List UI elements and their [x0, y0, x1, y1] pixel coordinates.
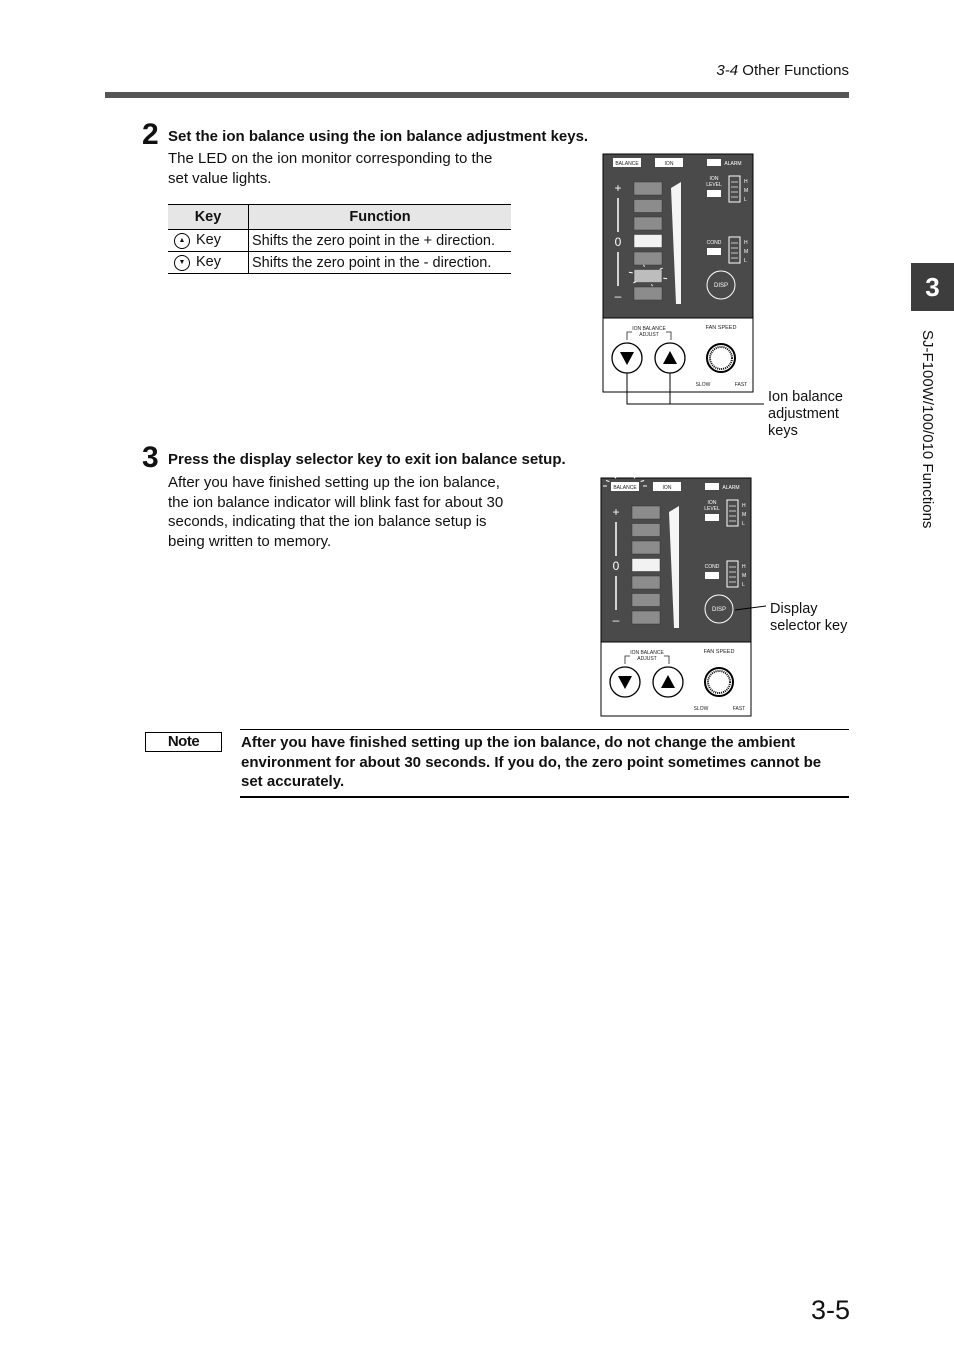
ion-monitor-led [634, 182, 662, 195]
ion-monitor-led [632, 506, 660, 519]
chapter-side-title: SJ-F100W/100/010 Functions [919, 330, 936, 529]
balance-label: BALANCE [613, 485, 637, 491]
blink-ray [663, 278, 667, 279]
zero-sign: 0 [614, 235, 622, 249]
alarm-label: ALARM [722, 485, 740, 491]
slow-label: SLOW [693, 706, 709, 712]
hml-label: L [744, 197, 747, 203]
alarm-label: ALARM [724, 161, 742, 167]
ion-balance-adjust-label: ION BALANCE [630, 650, 664, 656]
zero-sign: 0 [612, 559, 620, 573]
chapter-tab: 3 [911, 263, 954, 311]
cond-led [707, 248, 721, 255]
ion-monitor-led [632, 594, 660, 607]
minus-sign: – [614, 289, 622, 303]
fan-speed-label: FAN SPEED [705, 325, 737, 331]
hml-label: M [744, 249, 749, 255]
ion-level-label: LEVEL [704, 506, 720, 512]
header-rule [105, 92, 849, 98]
table-header-key: Key [168, 205, 249, 230]
step-3-title: Press the display selector key to exit ion balance setup. [168, 451, 566, 468]
down-key-icon: ▼ [174, 255, 190, 271]
ion-level-label: ION [707, 500, 717, 506]
page-number: 3-5 [810, 1295, 850, 1325]
note-rule-bottom [240, 796, 849, 798]
balance-label: BALANCE [615, 161, 639, 167]
section-number: 3-4 [716, 62, 739, 79]
ion-monitor-led [632, 541, 660, 554]
ion-balance-adjust-label: ADJUST [639, 332, 659, 338]
fan-speed-knob [705, 668, 733, 696]
ion-monitor-led [634, 252, 662, 265]
ion-monitor-led [634, 287, 662, 300]
control-panel-2 [601, 475, 751, 716]
fast-label: FAST [732, 706, 746, 712]
ion-monitor-led [634, 270, 662, 283]
hml-label: H [744, 179, 748, 185]
hml-label: H [744, 240, 748, 246]
table-header-function: Function [249, 205, 512, 230]
note-text: After you have finished setting up the ion balance, do not change the ambient environment for about 30 seconds. If you do, the zero point sometimes cannot be set accurately. [241, 734, 822, 790]
hml-label: M [742, 573, 747, 579]
plus-sign: + [612, 505, 620, 519]
ion-level-label: LEVEL [706, 182, 722, 188]
control-panel-1 [603, 154, 753, 392]
ion-level-led [705, 514, 719, 521]
ion-balance-keys-callout: Ion balance adjustment keys [768, 389, 843, 439]
function-cell: Shifts the zero point in the - direction. [249, 252, 512, 274]
ion-monitor-led [632, 576, 660, 589]
ion-monitor-led [634, 217, 662, 230]
ion-balance-adjust-label: ADJUST [637, 656, 657, 662]
ion-monitor-led [634, 235, 662, 248]
hml-label: L [742, 582, 745, 588]
fan-speed-knob [707, 344, 735, 372]
step-3-number: 3 [142, 441, 159, 474]
alarm-led [707, 159, 721, 166]
plus-sign: + [614, 181, 622, 195]
step-2-body: The LED on the ion monitor corresponding to the set value lights. [168, 150, 493, 187]
hml-label: M [744, 188, 749, 194]
ion-monitor-led [634, 200, 662, 213]
display-selector-callout: Display selector key [770, 601, 848, 634]
cond-led [705, 572, 719, 579]
hml-label: L [742, 521, 745, 527]
note-label: Note [145, 732, 222, 752]
key-function-table [168, 204, 511, 274]
minus-sign: – [612, 613, 620, 627]
ion-balance-adjust-label: ION BALANCE [632, 326, 666, 332]
hml-label: L [744, 258, 747, 264]
ion-level-led [707, 190, 721, 197]
fan-speed-label: FAN SPEED [703, 649, 735, 655]
ion-monitor-led [632, 611, 660, 624]
ion-monitor-led [632, 559, 660, 572]
ion-monitor-led [632, 524, 660, 537]
running-header [600, 62, 849, 79]
ion-label: ION [662, 485, 672, 491]
disp-label: DISP [711, 607, 727, 613]
alarm-led [705, 483, 719, 490]
blink-ray [629, 272, 633, 273]
step-2-number: 2 [142, 118, 159, 151]
step-3-body: After you have finished setting up the ion balance, the ion balance indicator will blink fast for about 30 seconds, indicating that the ion balance setup is being written to memory. [168, 474, 504, 550]
ion-level-label: ION [709, 176, 719, 182]
hml-label: M [742, 512, 747, 518]
step-2-title: Set the ion balance using the ion balance adjustment keys. [168, 128, 589, 145]
ion-label: ION [664, 161, 674, 167]
up-key-icon: ▲ [174, 233, 190, 249]
cond-label: COND [704, 564, 720, 570]
fast-label: FAST [734, 382, 748, 388]
disp-label: DISP [713, 283, 729, 289]
table-row: ▼ Key Shifts the zero point in the - direction. [168, 252, 511, 274]
cond-label: COND [706, 240, 722, 246]
section-title: Other Functions [742, 62, 849, 79]
table-row: ▲ Key Shifts the zero point in the + direction. [168, 230, 511, 252]
note-rule-top [240, 729, 849, 730]
function-cell: Shifts the zero point in the + direction. [249, 230, 512, 252]
slow-label: SLOW [695, 382, 711, 388]
hml-label: H [742, 503, 746, 509]
hml-label: H [742, 564, 746, 570]
